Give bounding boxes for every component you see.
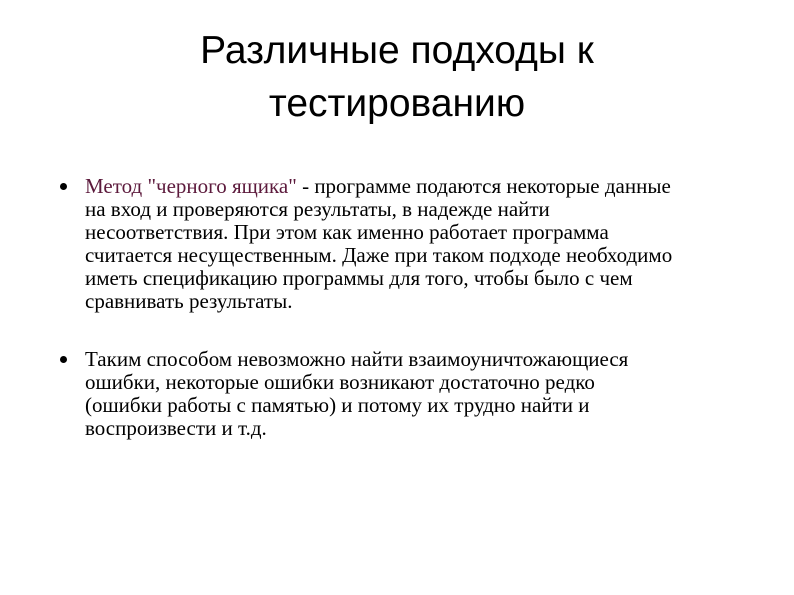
bullet-dot-icon bbox=[60, 356, 67, 363]
title-line-1: Различные подходы к bbox=[200, 29, 594, 72]
bullet-list bbox=[60, 175, 775, 440]
bullet-first-line bbox=[85, 175, 775, 198]
bullet-line: Таким способом невозможно найти взаимоуничтожающиеся bbox=[85, 347, 629, 371]
black-box-term: Метод "черного ящика" bbox=[85, 174, 297, 198]
bullet-text bbox=[85, 348, 775, 440]
slide-title bbox=[0, 24, 794, 130]
bullet-line: на вход и проверяются результаты, в надежде найти bbox=[85, 197, 550, 221]
bullet-line: сравнивать результаты. bbox=[85, 289, 293, 313]
bullet-dot-icon bbox=[60, 183, 67, 190]
bullet-line: (ошибки работы с памятью) и потому их трудно найти и bbox=[85, 393, 590, 417]
bullet-line: воспроизвести и т.д. bbox=[85, 416, 267, 440]
title-line-2: тестированию bbox=[268, 82, 526, 125]
bullet-lead-text: - программе подаются некоторые данные bbox=[296, 174, 671, 198]
bullet-line: считается несущественным. Даже при таком подходе необходимо bbox=[85, 243, 673, 267]
bullet-line: иметь спецификацию программы для того, чтобы было с чем bbox=[85, 266, 633, 290]
bullet-text bbox=[85, 175, 775, 313]
bullet-line: несоответствия. При этом как именно работает программа bbox=[85, 220, 609, 244]
bullet-item-black-box bbox=[60, 175, 775, 313]
bullet-item-limitations bbox=[60, 348, 775, 440]
bullet-line: ошибки, некоторые ошибки возникают достаточно редко bbox=[85, 370, 595, 394]
